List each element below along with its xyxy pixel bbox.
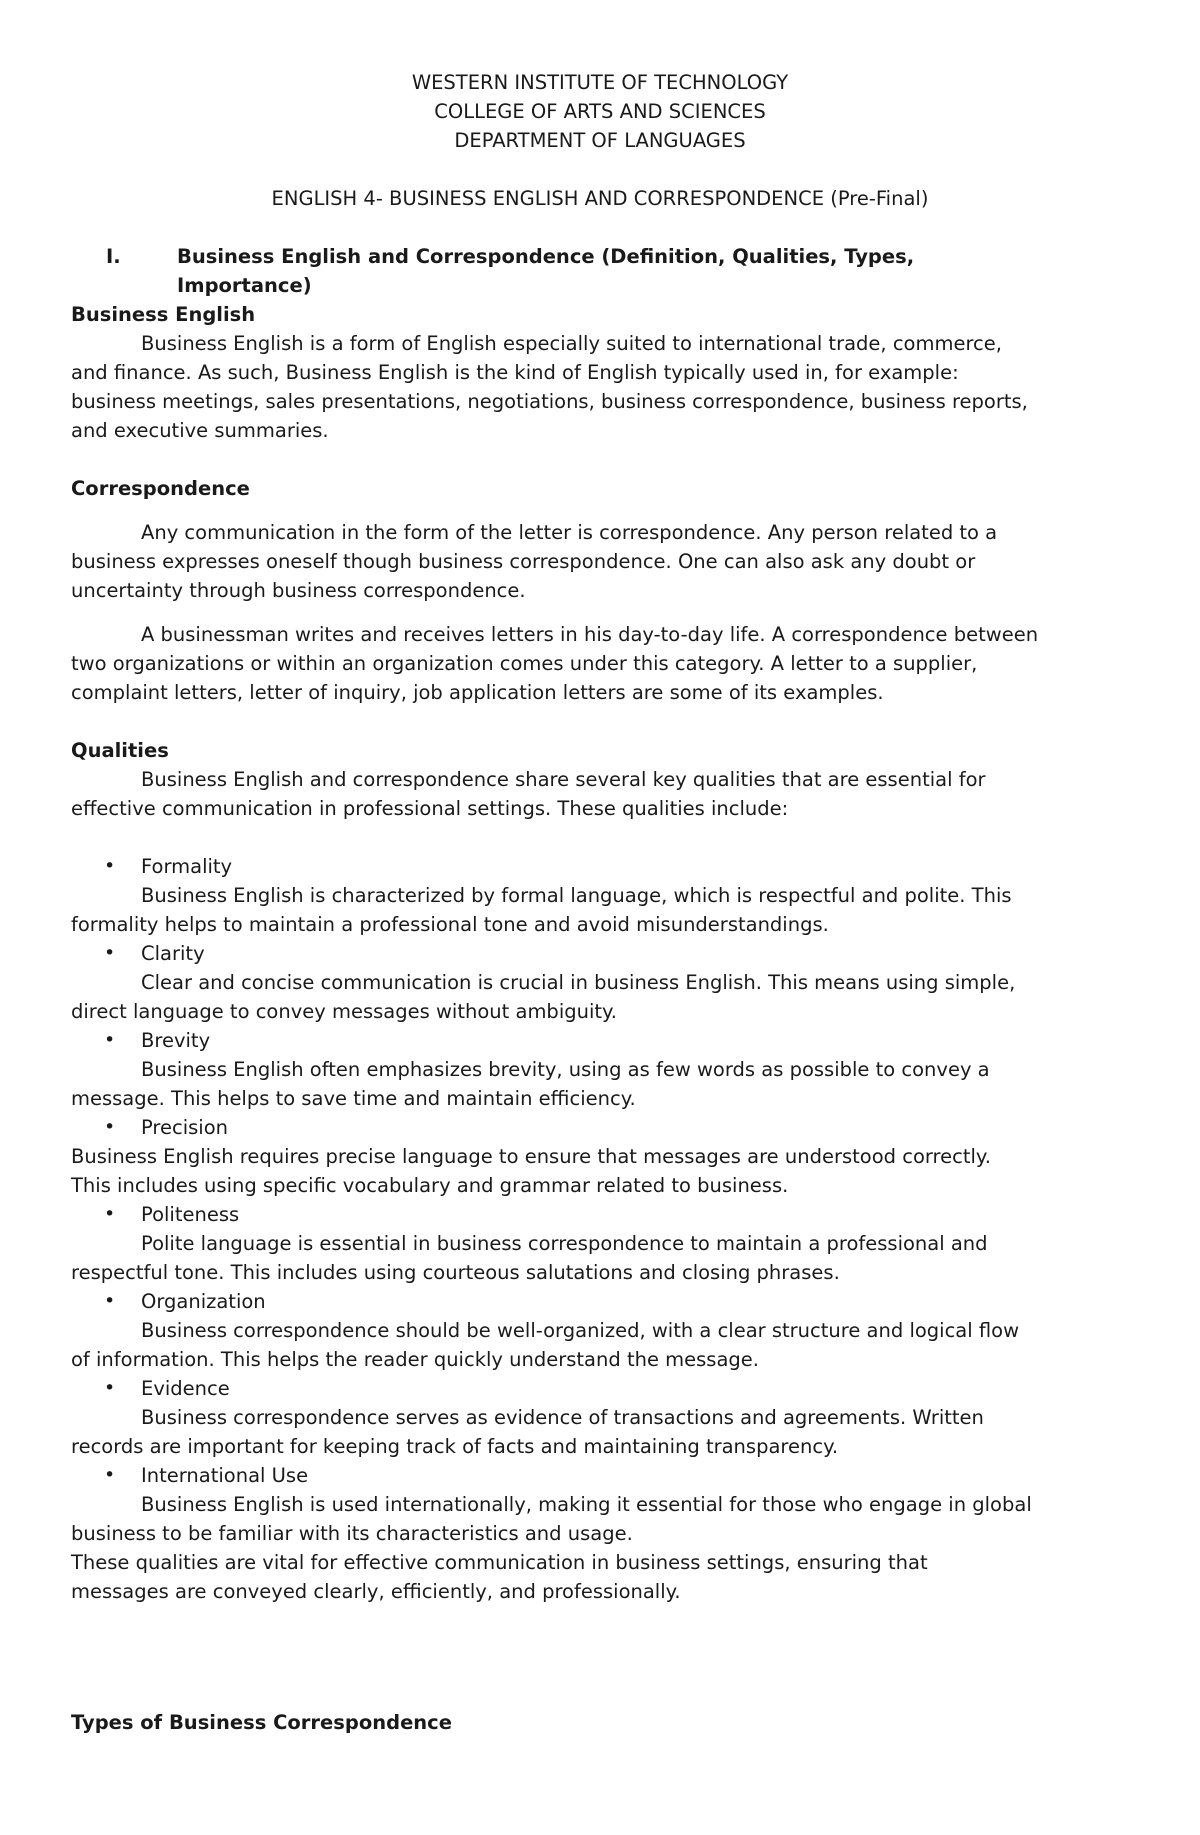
correspondence-line: two organizations or within an organization comes under this category. A letter to a supplier, xyxy=(71,652,978,675)
bullet-icon: • xyxy=(104,1377,116,1399)
quality-description: records are important for keeping track of facts and maintaining transparency. xyxy=(71,1435,839,1458)
section-number: I. xyxy=(106,245,121,268)
business-english-line: and executive summaries. xyxy=(71,419,329,442)
quality-label: Evidence xyxy=(141,1377,230,1400)
quality-description: Business English requires precise language to ensure that messages are understood correctly. xyxy=(71,1145,991,1168)
quality-description: formality helps to maintain a professional tone and avoid misunderstandings. xyxy=(71,913,829,936)
bullet-icon: • xyxy=(104,1116,116,1138)
quality-label: Brevity xyxy=(141,1029,211,1052)
quality-description: Business English is used internationally, making it essential for those who engage in global xyxy=(141,1493,1032,1516)
quality-description: Polite language is essential in business correspondence to maintain a professional and xyxy=(141,1232,988,1255)
quality-description: direct language to convey messages without ambiguity. xyxy=(71,1000,617,1023)
correspondence-line: business expresses oneself though business correspondence. One can also ask any doubt or xyxy=(71,550,976,573)
correspondence-line: A businessman writes and receives letters in his day-to-day life. A correspondence between xyxy=(141,623,1039,646)
quality-description: business to be familiar with its characteristics and usage. xyxy=(71,1522,633,1545)
quality-description: message. This helps to save time and maintain efficiency. xyxy=(71,1087,636,1110)
qualities-intro-line: Business English and correspondence share several key qualities that are essential for xyxy=(141,768,986,791)
qualities-heading: Qualities xyxy=(71,739,169,762)
bullet-icon: • xyxy=(104,1029,116,1051)
bullet-icon: • xyxy=(104,1290,116,1312)
bullet-icon: • xyxy=(104,942,116,964)
quality-label: Clarity xyxy=(141,942,205,965)
qualities-closing-line: These qualities are vital for effective communication in business settings, ensuring that xyxy=(71,1551,928,1574)
college-name: COLLEGE OF ARTS AND SCIENCES xyxy=(434,100,766,123)
quality-label: Precision xyxy=(141,1116,229,1139)
quality-label: Formality xyxy=(141,855,233,878)
quality-description: respectful tone. This includes using courteous salutations and closing phrases. xyxy=(71,1261,840,1284)
quality-label: International Use xyxy=(141,1464,309,1487)
quality-description: Business correspondence should be well-organized, with a clear structure and logical flow xyxy=(141,1319,1020,1342)
correspondence-line: Any communication in the form of the letter is correspondence. Any person related to a xyxy=(141,521,998,544)
quality-description: Business English is characterized by formal language, which is respectful and polite. This xyxy=(141,884,1012,907)
section-title-line1: Business English and Correspondence (Definition, Qualities, Types, xyxy=(177,245,915,268)
quality-description: This includes using specific vocabulary and grammar related to business. xyxy=(71,1174,789,1197)
bullet-icon: • xyxy=(104,1203,116,1225)
correspondence-heading: Correspondence xyxy=(71,477,250,500)
correspondence-line: complaint letters, letter of inquiry, job application letters are some of its examples. xyxy=(71,681,884,704)
quality-description: Business English often emphasizes brevity, using as few words as possible to convey a xyxy=(141,1058,990,1081)
quality-label: Organization xyxy=(141,1290,266,1313)
course-title: ENGLISH 4- BUSINESS ENGLISH AND CORRESPONDENCE (Pre-Final) xyxy=(271,187,929,210)
quality-description: Business correspondence serves as evidence of transactions and agreements. Written xyxy=(141,1406,984,1429)
quality-description: of information. This helps the reader quickly understand the message. xyxy=(71,1348,759,1371)
qualities-intro-line: effective communication in professional settings. These qualities include: xyxy=(71,797,789,820)
quality-label: Politeness xyxy=(141,1203,240,1226)
business-english-line: business meetings, sales presentations, negotiations, business correspondence, business reports, xyxy=(71,390,1028,413)
business-english-line: Business English is a form of English especially suited to international trade, commerce, xyxy=(141,332,1002,355)
section-title-line2: Importance) xyxy=(177,274,312,297)
bullet-icon: • xyxy=(104,855,116,877)
qualities-closing-line: messages are conveyed clearly, efficiently, and professionally. xyxy=(71,1580,681,1603)
institution-name: WESTERN INSTITUTE OF TECHNOLOGY xyxy=(411,71,789,94)
quality-description: Clear and concise communication is crucial in business English. This means using simple, xyxy=(141,971,1016,994)
business-english-heading: Business English xyxy=(71,303,256,326)
types-heading: Types of Business Correspondence xyxy=(71,1711,452,1734)
correspondence-line: uncertainty through business correspondence. xyxy=(71,579,526,602)
bullet-icon: • xyxy=(104,1464,116,1486)
department-name: DEPARTMENT OF LANGUAGES xyxy=(454,129,746,152)
business-english-line: and finance. As such, Business English is the kind of English typically used in, for example: xyxy=(71,361,959,384)
